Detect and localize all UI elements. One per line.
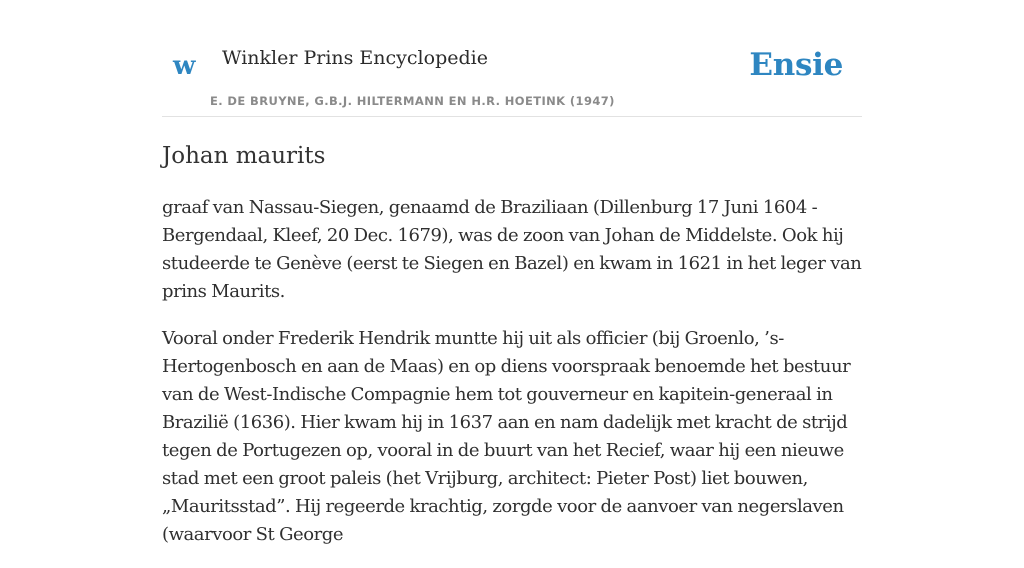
page-container bbox=[162, 0, 862, 568]
encyclopedia-title[interactable]: Winkler Prins Encyclopedie bbox=[222, 47, 488, 69]
article-paragraph: graaf van Nassau-Siegen, genaamd de Braziliaan (Dillenburg 17 Juni 1604 - Bergendaal, Kleef, 20 Dec. 1679), was de zoon van Johan de Middelste. Ook hij studeerde te Genève (eerst te Siegen en Bazel) en kwam in 1621 in het leger van prins Maurits. bbox=[162, 197, 862, 302]
encyclopedia-logo[interactable]: w bbox=[173, 51, 196, 81]
site-header bbox=[162, 0, 862, 117]
article-body bbox=[162, 194, 862, 549]
article-title: Johan maurits bbox=[162, 143, 326, 169]
ensie-logo[interactable]: Ensie bbox=[749, 47, 843, 83]
article-paragraph: Vooral onder Frederik Hendrik muntte hij uit als officier (bij Groenlo, ’s-Hertogenbosch en aan de Maas) en op diens voorspraak benoemde het bestuur van de West-Indische Compagnie hem tot gouverneur en kapitein-generaal in Brazilië (1636). Hier kwam hij in 1637 aan en nam dadelijk met kracht de strijd tegen de Portugezen op, vooral in de buurt van het Recief, waar hij een nieuwe stad met een groot paleis (het Vrijburg, architect: Pieter Post) liet bouwen, „Mauritsstad”. Hij regeerde krachtig, zorgde voor de aanvoer van negerslaven (waarvoor St George bbox=[162, 328, 851, 545]
authors-line: E. DE BRUYNE, G.B.J. HILTERMANN EN H.R. HOETINK (1947) bbox=[210, 94, 615, 108]
